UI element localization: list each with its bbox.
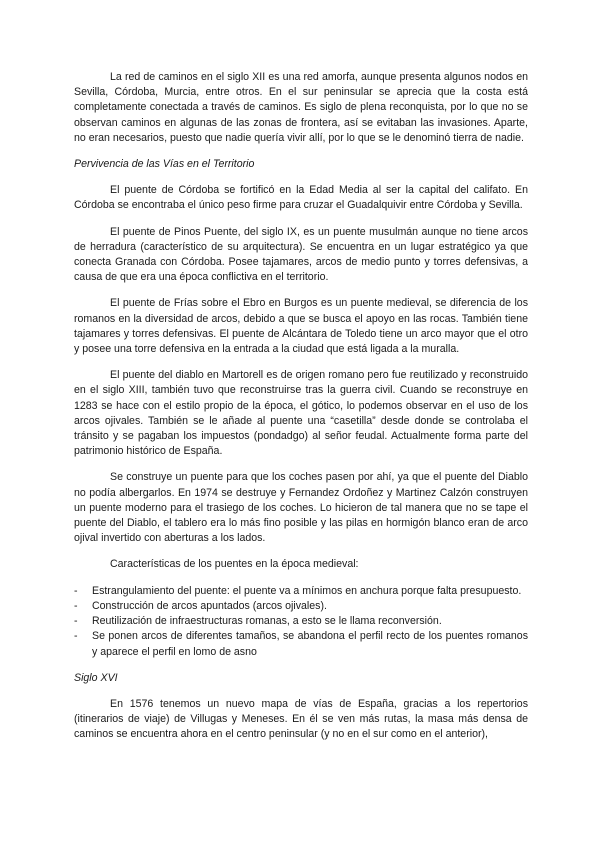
paragraph-puente-moderno: Se construye un puente para que los coches pasen por ahí, ya que el puente del Diablo no podía albergarlos. En 1974 se destruye y Fernandez Ordoñez y Martinez Calzón construyen un puente moderno para el trasiego de los coches. Lo hicieron de tal manera que no se tape el puente del Diablo, el tablero era lo más fino posible y las pilas en hormigón blanco eran de arco ojival invertido con aberturas a los lados.: [74, 471, 528, 545]
list-item: [74, 584, 528, 599]
list-item: [74, 629, 528, 659]
list-dash: -: [74, 584, 78, 597]
paragraph-intro: La red de caminos en el siglo XII es una red amorfa, aunque presenta algunos nodos en Sevilla, Córdoba, Murcia, entre otros. En el sur peninsular se aprecia que la costa está completamente conectada a través de caminos. Es siglo de plena reconquista, por lo que no se observan caminos en algunas de las zonas de frontera, así se evitaban las invasiones. Aparte, no eran necesarios, puesto que nadie quería vivir allí, por lo que se le denominó tierra de nadie.: [74, 71, 528, 144]
caracteristicas-list: [74, 584, 528, 660]
list-item: [74, 614, 528, 629]
section-heading-siglo-xvi: Siglo XVI: [74, 671, 118, 684]
paragraph-puente-diablo: El puente del diablo en Martorell es de origen romano pero fue reutilizado y reconstruido en el siglo XIII, también tuvo que reconstruirse tras la guerra civil. Cuando se reconstruye en 1283 se hace con el estilo propio de la época, el gótico, lo podemos observar en el uso de los arcos ojivales. También se le añade al puente una “casetilla” desde donde se controlaba el tránsito y se pagaban los impuestos (pondadgo) al señor feudal. Actualmente forma parte del patrimonio histórico de España.: [74, 369, 528, 458]
paragraph-puente-pinos-puente: El puente de Pinos Puente, del siglo IX, es un puente musulmán aunque no tiene arcos de herradura (característico de su arquitectura). Se encuentra en un lugar estratégico ya que conecta Granada con Córdoba. Posee tajamares, arcos de medio punto y torres defensivas, a causa de que era una época conflictiva en el territorio.: [74, 225, 528, 284]
list-dash: -: [74, 615, 78, 628]
list-item: [74, 599, 528, 614]
paragraph-caracteristicas-intro: Características de los puentes en la época medieval:: [110, 558, 359, 571]
section-heading-pervivencia: Pervivencia de las Vías en el Territorio: [74, 158, 255, 171]
list-item-text: Estrangulamiento del puente: el puente va a mínimos en anchura porque falta presupuesto.: [92, 584, 522, 597]
list-item-text: Reutilización de infraestructuras romanas, a esto se le llama reconversión.: [92, 615, 442, 628]
list-item-text: Construcción de arcos apuntados (arcos ojivales).: [92, 599, 327, 612]
list-dash: -: [74, 630, 78, 643]
list-item-text: Se ponen arcos de diferentes tamaños, se abandona el perfil recto de los puentes romanos y aparece el perfil en lomo de asno: [92, 630, 528, 658]
list-dash: -: [74, 599, 78, 612]
paragraph-puente-cordoba: El puente de Córdoba se fortificó en la Edad Media al ser la capital del califato. En Córdoba se encontraba el único peso firme para cruzar el Guadalquivir entre Córdoba y Sevilla.: [74, 184, 528, 212]
paragraph-mapa-1576: En 1576 tenemos un nuevo mapa de vías de España, gracias a los repertorios (itinerarios de viaje) de Villugas y Meneses. En él se ven más rutas, la masa más densa de caminos se encuentra ahora en el centro peninsular (y no en el sur como en el anterior),: [74, 697, 528, 741]
document-page: [74, 70, 528, 754]
paragraph-puente-frias: El puente de Frías sobre el Ebro en Burgos es un puente medieval, se diferencia de los romanos en la diversidad de arcos, debido a que se busca el apoyo en las rocas. También tiene tajamares y torres defensivas. El puente de Alcántara de Toledo tiene un arco mayor que el otro y posee una torre defensiva en la entrada a la ciudad que está ligada a la muralla.: [74, 297, 528, 356]
